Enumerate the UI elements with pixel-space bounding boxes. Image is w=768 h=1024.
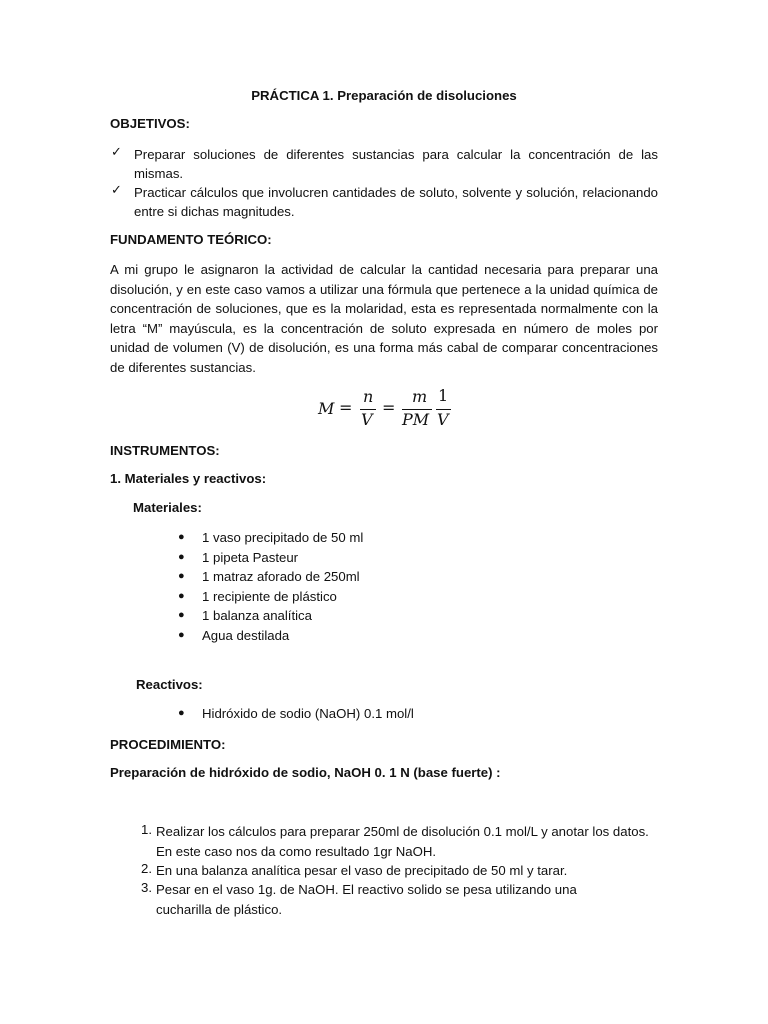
bullet-icon: ● [178,531,185,543]
bullet-icon: ● [178,629,185,641]
fundamento-heading: FUNDAMENTO TEÓRICO: [110,232,272,247]
check-icon: ✓ [111,182,122,197]
objetivo-item: Preparar soluciones de diferentes sustancias para calcular la concentración de las mismas. [134,147,658,181]
reactivo-item: Hidróxido de sodio (NaOH) 0.1 mol/l [202,706,414,721]
procedimiento-subheading: Preparación de hidróxido de sodio, NaOH 0. 1 N (base fuerte) : [110,765,501,780]
material-item: 1 vaso precipitado de 50 ml [202,530,364,545]
formula-pm: PM [402,410,430,429]
procedimiento-heading: PROCEDIMIENTO: [110,737,226,752]
step-text: Realizar los cálculos para preparar 250ml de disolución 0.1 mol/L y anotar los datos. En este caso nos da como resultado 1gr NaOH. [156,824,649,859]
materiales-reactivos-heading: 1. Materiales y reactivos: [110,471,267,486]
material-item: 1 pipeta Pasteur [202,550,299,565]
page-title: PRÁCTICA 1. Preparación de disoluciones [251,88,517,103]
bullet-icon: ● [178,707,185,719]
molarity-formula [318,386,468,432]
bullet-icon: ● [178,551,185,563]
formula-equals: = [339,398,353,417]
bullet-icon: ● [178,590,185,602]
material-item: Agua destilada [202,628,290,643]
bullet-icon: ● [178,570,185,582]
material-item: 1 matraz aforado de 250ml [202,569,360,584]
check-icon: ✓ [111,144,122,159]
formula-m: m [412,387,428,406]
formula-n: n [363,387,374,406]
formula-equals: = [382,398,396,417]
bullet-icon: ● [178,609,185,621]
instrumentos-heading: INSTRUMENTOS: [110,443,220,458]
material-item: 1 recipiente de plástico [202,589,337,604]
step-number: 2. [141,861,152,876]
formula-one: 1 [438,386,449,405]
objetivo-item: Practicar cálculos que involucren cantidades de soluto, solvente y solución, relacionando entre si dichas magnitudes. [134,185,658,219]
fundamento-paragraph: A mi grupo le asignaron la actividad de calcular la cantidad necesaria para preparar una disolución, y en este caso vamos a utilizar una fórmula que pertenece a la unidad química de concentración de soluciones, que es la molaridad, esta es representada normalmente con la letra “M” mayúscula, es la concentración de soluto expresada en número de moles por unidad de volumen (V) de disolución, es una forma más cabal de comparar concentraciones de diferentes sustancias. [110,262,658,375]
step-number: 1. [141,822,152,837]
step-text: Pesar en el vaso 1g. de NaOH. El reactivo solido se pesa utilizando una cucharilla de plástico. [156,882,577,917]
formula-lhs: M [318,399,335,418]
formula-v: V [437,410,449,429]
formula-v: V [361,410,373,429]
reactivos-heading: Reactivos: [136,677,203,692]
materiales-heading: Materiales: [133,500,202,515]
step-number: 3. [141,880,152,895]
step-text: En una balanza analítica pesar el vaso de precipitado de 50 ml y tarar. [156,863,568,878]
objetivos-heading: OBJETIVOS: [110,116,190,131]
material-item: 1 balanza analítica [202,608,312,623]
